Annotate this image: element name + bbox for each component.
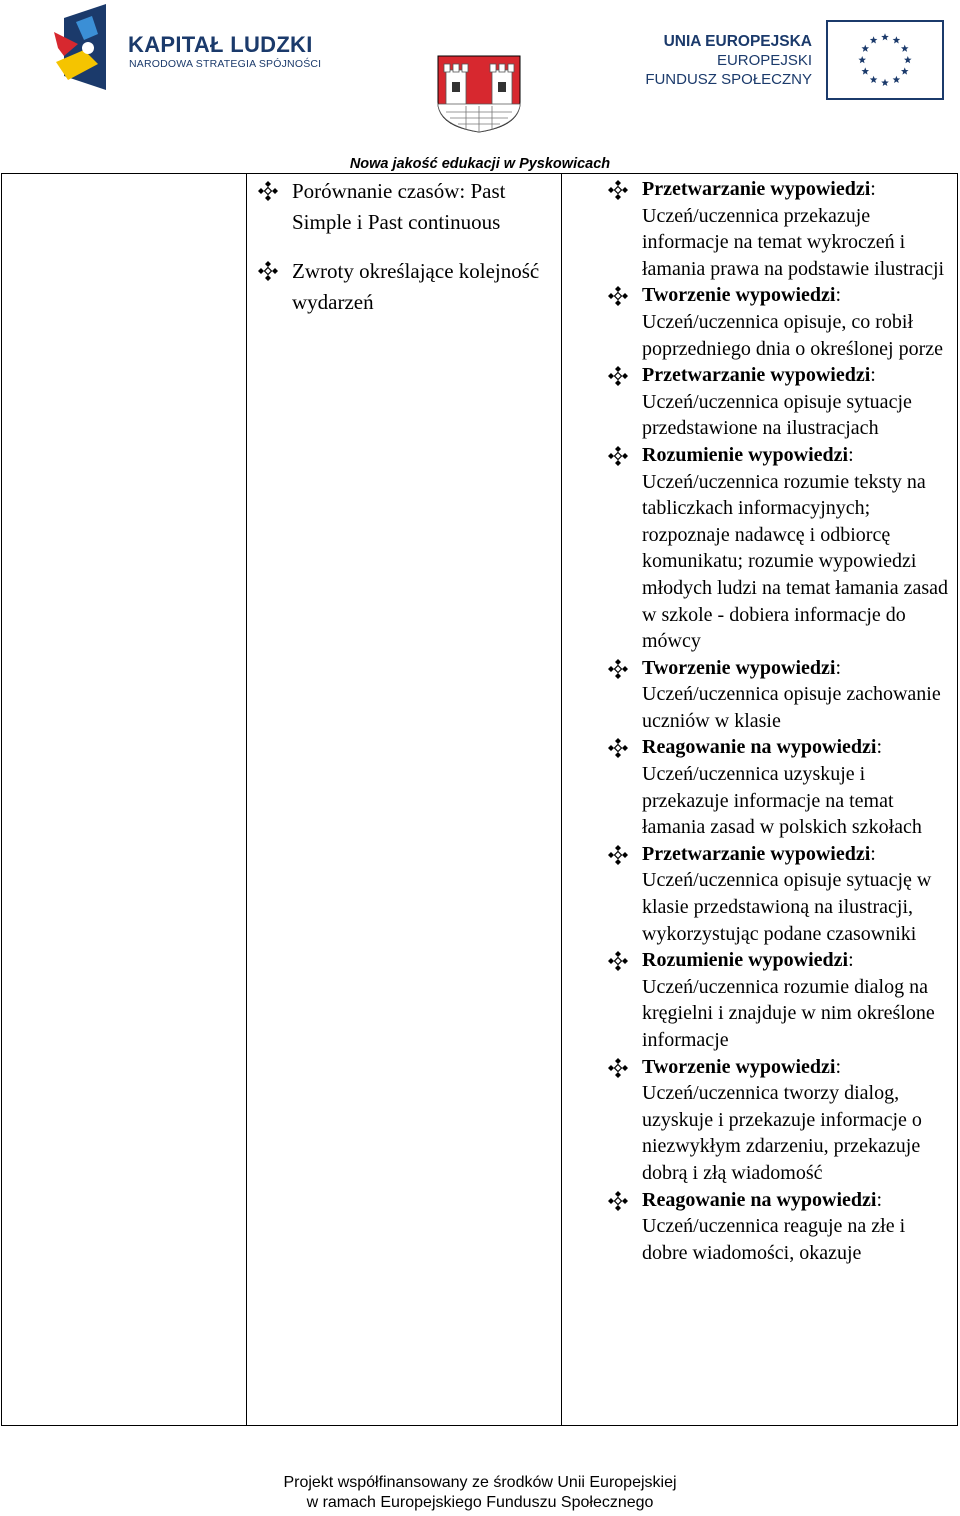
eu-fund-label-2: FUNDUSZ SPOŁECZNY [645,71,812,88]
diamond-bullet-icon [608,659,628,679]
city-crest-icon [436,54,522,134]
content-table [1,173,958,1426]
grammar-item-text: Porównanie czasów: Past Simple i Past continuous [292,179,506,234]
eu-star-icon [881,79,889,86]
skill-description: Uczeń/uczennica opisuje sytuacje przedstawione na ilustracjach [642,390,912,440]
diamond-bullet-icon [258,181,278,201]
footer-line-1: Projekt współfinansowany ze środków Unii Europejskiej [283,1474,677,1491]
eu-star-icon [904,56,912,63]
eu-star-icon [901,67,909,74]
skill-name: Przetwarzanie wypowiedzi [642,842,871,865]
table-cell-grammar [247,174,562,1426]
list-item: Rozumienie wypowiedzi: Uczeń/uczennica rozumie teksty na tabliczkach informacyjnych; rozpoznaje nadawcę i odbiorcę komunikatu; rozumie wypowiedzi młodych ludzi na temat łamania zasad w szkole - dobiera informacje do mówcy [642,442,954,655]
skill-description: Uczeń/uczennica rozumie teksty na tabliczkach informacyjnych; rozpoznaje nadawcę i odbiorcę komunikatu; rozumie wypowiedzi młodych ludzi na temat łamania zasad w szkole - dobiera informacje do mówcy [642,470,948,653]
eu-star-icon [893,36,901,43]
footer-line-2: w ramach Europejskiego Funduszu Społecznego [306,1494,654,1511]
kapital-ludzki-title: KAPITAŁ LUDZKI [128,32,313,57]
list-item: Przetwarzanie wypowiedzi: Uczeń/uczennica przekazuje informacje na temat wykroczeń i łamania prawa na podstawie ilustracji [642,176,954,282]
list-item: Przetwarzanie wypowiedzi: Uczeń/uczennica opisuje sytuację w klasie przedstawioną na ilustracji, wykorzystując podane czasowniki [642,841,954,947]
diamond-bullet-icon [258,261,278,281]
skill-name: Tworzenie wypowiedzi [642,284,836,307]
skill-name: Rozumienie wypowiedzi [642,949,849,972]
list-item: Tworzenie wypowiedzi: Uczeń/uczennica opisuje zachowanie uczniów w klasie [642,655,954,735]
skill-name: Przetwarzanie wypowiedzi [642,178,871,200]
list-item [292,176,542,238]
list-item: Rozumienie wypowiedzi: Uczeń/uczennica rozumie dialog na kręgielni i znajduje w nim określone informacje [642,947,954,1053]
eu-fund-label-1: EUROPEJSKI [716,52,812,69]
grammar-list [292,176,542,336]
eu-star-icon [858,56,866,63]
eu-flag-icon [826,20,944,100]
diamond-bullet-icon [608,180,628,200]
skills-list [642,176,954,1266]
page-footer [0,1473,960,1513]
list-item: Przetwarzanie wypowiedzi: Uczeń/uczennica opisuje sytuacje przedstawione na ilustracjach [642,362,954,442]
skill-description: Uczeń/uczennica opisuje zachowanie uczniów w klasie [642,683,941,732]
diamond-bullet-icon [608,845,628,865]
skill-description: Uczeń/uczennica uzyskuje i przekazuje informacje na temat łamania zasad w polskich szkołach [642,763,922,839]
skill-name: Tworzenie wypowiedzi [642,656,836,679]
list-item [292,256,542,318]
skill-description: Uczeń/uczennica tworzy dialog, uzyskuje i przekazuje informacje o niezwykłym zdarzeniu, przekazuje dobrą i złą wiadomość [642,1082,922,1184]
diamond-bullet-icon [608,951,628,971]
skill-name: Rozumienie wypowiedzi [642,443,849,466]
header-caption: Nowa jakość edukacji w Pyskowicach [349,156,611,172]
skill-description: Uczeń/uczennica reaguje na złe i dobre wiadomości, okazuje [642,1215,906,1264]
skill-description: Uczeń/uczennica opisuje sytuację w klasie przedstawioną na ilustracji, wykorzystując podane czasowniki [642,869,932,945]
diamond-bullet-icon [608,1191,628,1211]
kapital-ludzki-logo-icon [54,4,114,90]
grammar-item-text: Zwroty określające kolejność wydarzeń [292,259,540,314]
diamond-bullet-icon [608,738,628,758]
skill-description: Uczeń/uczennica przekazuje informacje na temat wykroczeń i łamania prawa na podstawie ilustracji [642,204,945,280]
diamond-bullet-icon [608,1058,628,1078]
skill-description: Uczeń/uczennica opisuje, co robił poprzedniego dnia o określonej porze [642,310,944,360]
list-item: Reagowanie na wypowiedzi: Uczeń/uczennica uzyskuje i przekazuje informacje na temat łamania zasad w polskich szkołach [642,734,954,840]
eu-star-icon [901,45,909,52]
eu-star-icon [870,76,878,83]
diamond-bullet-icon [608,366,628,386]
diamond-bullet-icon [608,286,628,306]
skill-description: Uczeń/uczennica rozumie dialog na kręgielni i znajduje w nim określone informacje [642,975,935,1051]
skill-name: Przetwarzanie wypowiedzi [642,364,871,387]
eu-star-icon [861,45,869,52]
skill-name: Tworzenie wypowiedzi [642,1055,836,1078]
page-header [0,0,960,155]
skill-name: Reagowanie na wypowiedzi [642,736,877,759]
table-cell-skills [562,174,958,1426]
skill-name: Reagowanie na wypowiedzi [642,1188,877,1211]
eu-star-icon [881,33,889,40]
list-item: Reagowanie na wypowiedzi: Uczeń/uczennica reaguje na złe i dobre wiadomości, okazuje [642,1187,954,1267]
eu-star-icon [870,36,878,43]
eu-star-icon [893,76,901,83]
diamond-bullet-icon [608,446,628,466]
list-item: Tworzenie wypowiedzi: Uczeń/uczennica tworzy dialog, uzyskuje i przekazuje informacje o niezwykłym zdarzeniu, przekazuje dobrą i złą wiadomość [642,1054,954,1187]
kapital-ludzki-subtitle: NARODOWA STRATEGIA SPÓJNOŚCI [129,58,322,70]
table-cell-empty [2,174,247,1426]
eu-text-block [645,32,812,89]
list-item: Tworzenie wypowiedzi: Uczeń/uczennica opisuje, co robił poprzedniego dnia o określonej porze [642,282,954,362]
eu-star-icon [861,67,869,74]
eu-union-label: UNIA EUROPEJSKA [663,33,812,50]
